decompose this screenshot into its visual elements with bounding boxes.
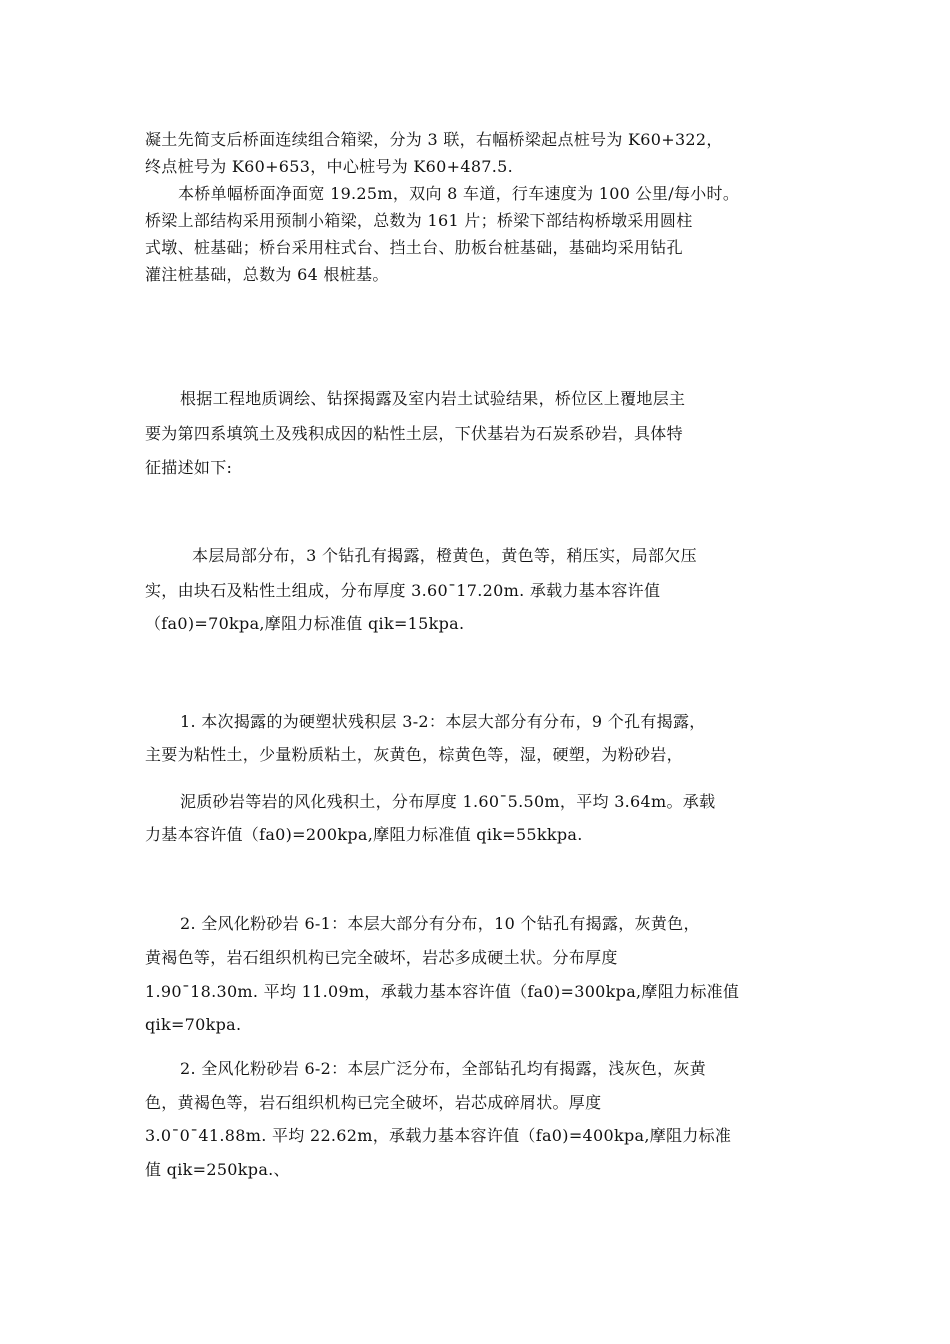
paragraph-text-line: 终点桩号为 K60+653，中心桩号为 K60+487.5. [145,157,514,176]
paragraph-text-line: 实，由块石及粘性土组成，分布厚度 3.60¯17.20m. 承载力基本容许值 [145,581,661,600]
paragraph-text-line: 黄褐色等，岩石组织机构已完全破坏，岩芯多成硬土状。分布厚度 [145,948,618,967]
paragraph-text-line: 本桥单幅桥面净面宽 19.25m，双向 8 车道，行车速度为 100 公里/每小时。 [178,184,740,203]
paragraph-text-line: 本层局部分布，3 个钻孔有揭露，橙黄色，黄色等，稍压实，局部欠压 [192,546,697,565]
paragraph-text-line: 色，黄褐色等，岩石组织机构已完全破坏，岩芯成碎屑状。厚度 [145,1093,602,1112]
paragraph-text-line: 3.0¯0¯41.88m. 平均 22.62m，承载力基本容许值（fa0)=400kpa,摩阻力标准 [145,1126,732,1145]
paragraph-text-line: 要为第四系填筑土及残积成因的粘性土层，下伏基岩为石炭系砂岩，具体特 [145,424,683,443]
paragraph-text-line: 灌注桩基础，总数为 64 根桩基。 [145,265,389,284]
paragraph-text-line: 式墩、桩基础；桥台采用柱式台、挡土台、肋板台桩基础，基础均采用钻孔 [145,238,683,257]
paragraph-text-line: 凝土先简支后桥面连续组合箱梁，分为 3 联，右幅桥梁起点桩号为 K60+322， [145,130,723,149]
paragraph-text-line: 根据工程地质调绘、钻探揭露及室内岩土试验结果，桥位区上覆地层主 [180,389,686,408]
paragraph-text-line: 值 qik=250kpa.、 [145,1160,290,1179]
paragraph-text-line: 泥质砂岩等岩的风化残积土，分布厚度 1.60¯5.50m，平均 3.64m。承载 [180,792,716,811]
paragraph-text-line: 1.90¯18.30m. 平均 11.09m，承载力基本容许值（fa0)=300kpa,摩阻力标准值 [145,982,740,1001]
paragraph-text-line: （fa0)=70kpa,摩阻力标准值 qik=15kpa. [145,614,465,633]
paragraph-text-line: qik=70kpa. [145,1015,242,1034]
paragraph-text-line: 2. 全风化粉砂岩 6-2：本层广泛分布，全部钻孔均有揭露，浅灰色，灰黄 [180,1059,707,1078]
paragraph-text-line: 2. 全风化粉砂岩 6-1：本层大部分有分布，10 个钻孔有揭露，灰黄色， [180,914,700,933]
paragraph-text-line: 力基本容许值（fa0)=200kpa,摩阻力标准值 qik=55kkpa. [145,825,583,844]
paragraph-text-line: 桥梁上部结构采用预制小箱梁，总数为 161 片；桥梁下部结构桥墩采用圆柱 [145,211,693,230]
paragraph-text-line: 征描述如下: [145,458,233,477]
paragraph-text-line: 1. 本次揭露的为硬塑状残积层 3-2：本层大部分有分布，9 个孔有揭露， [180,712,706,731]
paragraph-text-line: 主要为粘性土，少量粉质粘土，灰黄色，棕黄色等，湿，硬塑，为粉砂岩， [145,745,683,764]
